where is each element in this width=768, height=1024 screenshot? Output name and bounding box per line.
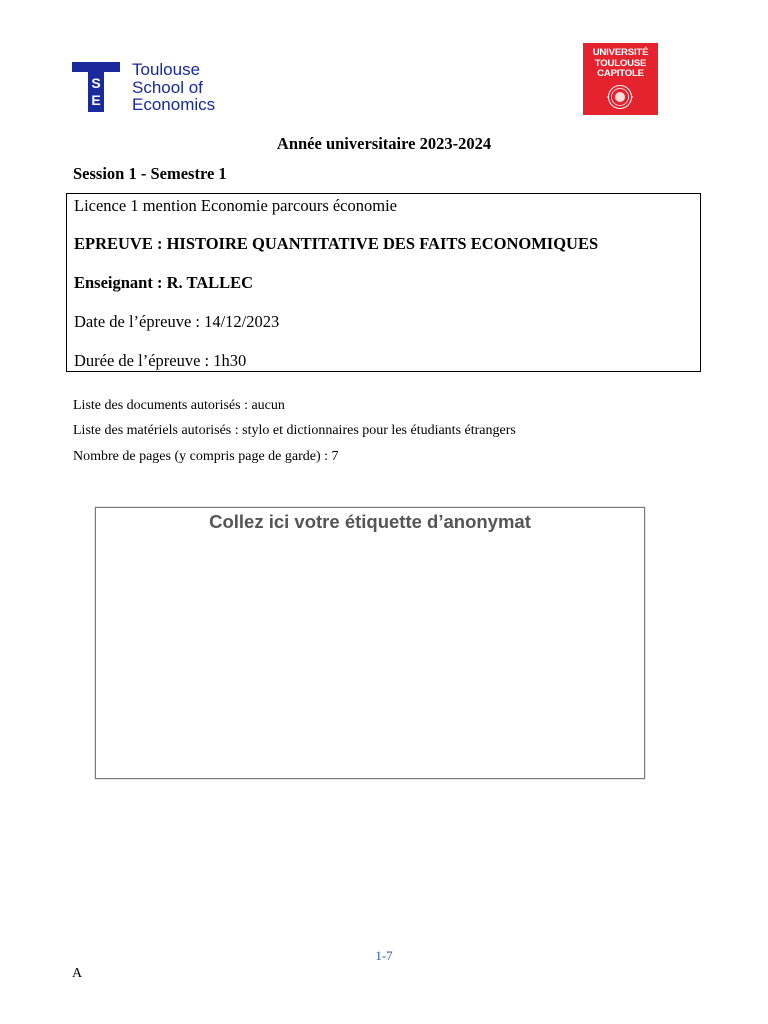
exam-info-box	[66, 193, 701, 372]
tse-mark-top-bar	[72, 62, 120, 72]
licence-line: Licence 1 mention Economie parcours économie	[74, 196, 397, 215]
ut-capitole-logo-line: CAPITOLE	[597, 68, 644, 79]
tse-mark-letters: S E	[91, 75, 101, 108]
tse-logo-text: Toulouse School of Economics	[132, 60, 216, 114]
tse-logo	[72, 62, 232, 114]
anonymity-label-box	[95, 507, 645, 779]
page-number: 1-7	[375, 948, 393, 963]
documents-autorises: Liste des documents autorisés : aucun	[73, 398, 285, 413]
materiels-autorises: Liste des matériels autorisés : stylo et dictionnaires pour les étudiants étrangers	[73, 423, 516, 438]
session-label: Session 1 - Semestre 1	[73, 164, 227, 183]
enseignant-line: Enseignant : R. TALLEC	[74, 273, 254, 292]
epreuve-line: EPREUVE : HISTOIRE QUANTITATIVE DES FAITS ECONOMIQUES	[74, 234, 599, 253]
duree-line: Durée de l’épreuve : 1h30	[74, 351, 247, 370]
date-line: Date de l’épreuve : 14/12/2023	[74, 312, 280, 331]
academic-year-title: Année universitaire 2023-2024	[276, 134, 492, 153]
university-seal-icon	[607, 84, 633, 110]
ut-capitole-logo-line: UNIVERSITÉ	[592, 47, 649, 58]
ut-capitole-logo-line: TOULOUSE	[594, 57, 647, 69]
anonymity-label-text: Collez ici votre étiquette d’anonymat	[209, 511, 531, 532]
ut-capitole-logo	[583, 43, 658, 115]
footer-letter: A	[72, 966, 83, 981]
nombre-de-pages: Nombre de pages (y compris page de garde) : 7	[73, 449, 339, 464]
